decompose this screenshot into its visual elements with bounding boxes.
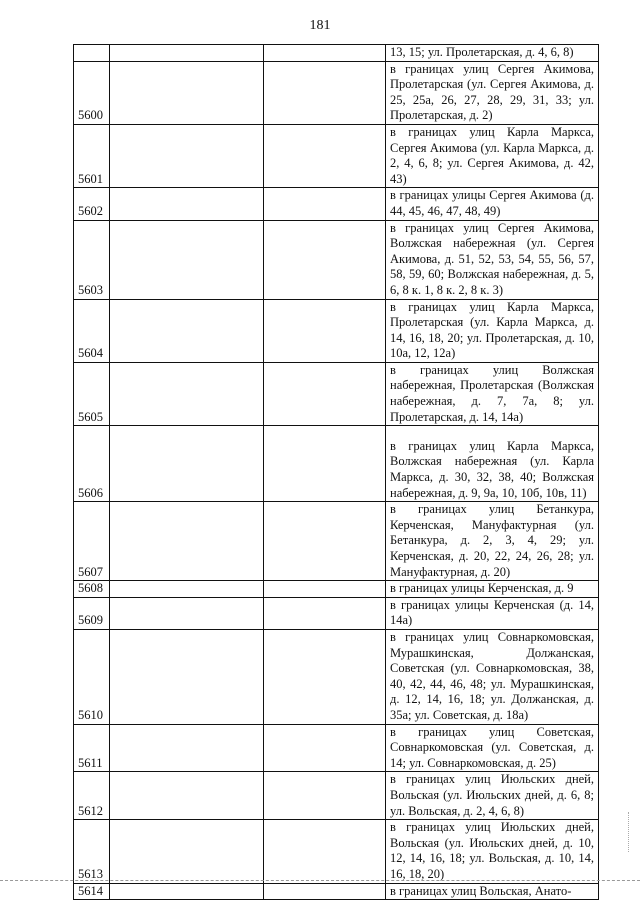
row-number bbox=[74, 45, 110, 62]
empty-cell bbox=[264, 820, 386, 883]
boundary-description: 13, 15; ул. Пролетарская, д. 4, 6, 8) bbox=[386, 45, 599, 62]
row-number: 5613 bbox=[74, 820, 110, 883]
table-row bbox=[74, 124, 599, 187]
empty-cell bbox=[264, 61, 386, 124]
empty-cell bbox=[264, 597, 386, 629]
empty-cell bbox=[264, 630, 386, 725]
empty-cell bbox=[110, 188, 264, 220]
table-row bbox=[74, 502, 599, 581]
table-row bbox=[74, 61, 599, 124]
empty-cell bbox=[110, 772, 264, 820]
table-row bbox=[74, 581, 599, 598]
boundary-description: в границах улиц Вольская, Анато- bbox=[386, 883, 599, 900]
empty-cell bbox=[264, 502, 386, 581]
row-number: 5606 bbox=[74, 426, 110, 502]
row-number: 5607 bbox=[74, 502, 110, 581]
boundary-description: в границах улицы Сергея Акимова (д. 44, 45, 46, 47, 48, 49) bbox=[386, 188, 599, 220]
table-row bbox=[74, 220, 599, 299]
row-number: 5609 bbox=[74, 597, 110, 629]
address-table bbox=[73, 44, 599, 900]
row-number: 5602 bbox=[74, 188, 110, 220]
scan-mark bbox=[628, 812, 635, 852]
table-row bbox=[74, 630, 599, 725]
empty-cell bbox=[110, 820, 264, 883]
empty-cell bbox=[110, 124, 264, 187]
empty-cell bbox=[110, 502, 264, 581]
table-row bbox=[74, 597, 599, 629]
row-number: 5601 bbox=[74, 124, 110, 187]
boundary-description: в границах улиц Советская, Совнаркомовская (ул. Советская, д. 14; ул. Совнаркомовская, д. 25) bbox=[386, 724, 599, 772]
table-row bbox=[74, 45, 599, 62]
table-row bbox=[74, 724, 599, 772]
boundary-description: в границах улиц Сергея Акимова, Волжская набережная (ул. Сергея Акимова, д. 51, 52, 53, 54, 55, 56, 57, 58, 59, 60; Волжская набережная, д. 5, 6, 8 к. 1, 8 к. 2, 8 к. 3) bbox=[386, 220, 599, 299]
row-number: 5610 bbox=[74, 630, 110, 725]
empty-cell bbox=[264, 45, 386, 62]
empty-cell bbox=[110, 426, 264, 502]
footer-rule bbox=[0, 880, 640, 881]
empty-cell bbox=[264, 883, 386, 900]
row-number: 5604 bbox=[74, 299, 110, 362]
empty-cell bbox=[264, 581, 386, 598]
empty-cell bbox=[110, 724, 264, 772]
boundary-description: в границах улицы Керченская, д. 9 bbox=[386, 581, 599, 598]
empty-cell bbox=[110, 883, 264, 900]
boundary-description: в границах улиц Совнаркомовская, Мурашкинская, Должанская, Советская (ул. Совнаркомовская, 38, 40, 42, 44, 46, 48; ул. Мурашкинская, д. 12, 14, 16, 18; ул. Должанская, д. 35а; ул. Советская, д. 18а) bbox=[386, 630, 599, 725]
row-number: 5608 bbox=[74, 581, 110, 598]
empty-cell bbox=[264, 124, 386, 187]
empty-cell bbox=[264, 724, 386, 772]
table-row bbox=[74, 883, 599, 900]
page-number: 181 bbox=[309, 18, 331, 33]
empty-cell bbox=[264, 299, 386, 362]
empty-cell bbox=[264, 188, 386, 220]
empty-cell bbox=[264, 426, 386, 502]
empty-cell bbox=[110, 362, 264, 425]
empty-cell bbox=[110, 61, 264, 124]
table-row bbox=[74, 362, 599, 425]
table-row bbox=[74, 426, 599, 502]
table-row bbox=[74, 820, 599, 883]
table-row bbox=[74, 299, 599, 362]
empty-cell bbox=[110, 581, 264, 598]
empty-cell bbox=[264, 220, 386, 299]
boundary-description: в границах улиц Карла Маркса, Сергея Акимова (ул. Карла Маркса, д. 2, 4, 6, 8; ул. Сергея Акимова, д. 42, 43) bbox=[386, 124, 599, 187]
boundary-description: в границах улицы Керченская (д. 14, 14а) bbox=[386, 597, 599, 629]
row-number: 5611 bbox=[74, 724, 110, 772]
row-number: 5612 bbox=[74, 772, 110, 820]
boundary-description: в границах улиц Волжская набережная, Пролетарская (Волжская набережная, д. 7, 7а, 8; ул. Пролетарская, д. 14, 14а) bbox=[386, 362, 599, 425]
row-number: 5614 bbox=[74, 883, 110, 900]
empty-cell bbox=[110, 597, 264, 629]
boundary-description: в границах улиц Карла Маркса, Пролетарская (ул. Карла Маркса, д. 14, 16, 18, 20; ул. Пролетарская, д. 10, 10а, 12, 12а) bbox=[386, 299, 599, 362]
table-row bbox=[74, 188, 599, 220]
empty-cell bbox=[110, 45, 264, 62]
empty-cell bbox=[264, 362, 386, 425]
row-number: 5603 bbox=[74, 220, 110, 299]
empty-cell bbox=[264, 772, 386, 820]
table-row bbox=[74, 772, 599, 820]
empty-cell bbox=[110, 299, 264, 362]
boundary-description: в границах улиц Июльских дней, Вольская (ул. Июльских дней, д. 10, 12, 14, 16, 18; ул. Вольская, д. 10, 14, 16, 18, 20) bbox=[386, 820, 599, 883]
empty-cell bbox=[110, 630, 264, 725]
row-number: 5605 bbox=[74, 362, 110, 425]
empty-cell bbox=[110, 220, 264, 299]
boundary-description: в границах улиц Бетанкура, Керченская, Мануфактурная (ул. Бетанкура, д. 2, 3, 4, 29; ул. Керченская, д. 20, 22, 24, 26, 28; ул. Мануфактурная, д. 20) bbox=[386, 502, 599, 581]
boundary-description: в границах улиц Сергея Акимова, Пролетарская (ул. Сергея Акимова, д. 25, 25а, 26, 27, 28, 29, 31, 33; ул. Пролетарская, д. 2) bbox=[386, 61, 599, 124]
row-number: 5600 bbox=[74, 61, 110, 124]
boundary-description: в границах улиц Июльских дней, Вольская (ул. Июльских дней, д. 6, 8; ул. Вольская, д. 2, 4, 6, 8) bbox=[386, 772, 599, 820]
boundary-description: в границах улиц Карла Маркса, Волжская набережная (ул. Карла Маркса, д. 30, 32, 38, 40; Волжская набережная, д. 9, 9а, 10, 10б, 10в, 11) bbox=[386, 426, 599, 502]
